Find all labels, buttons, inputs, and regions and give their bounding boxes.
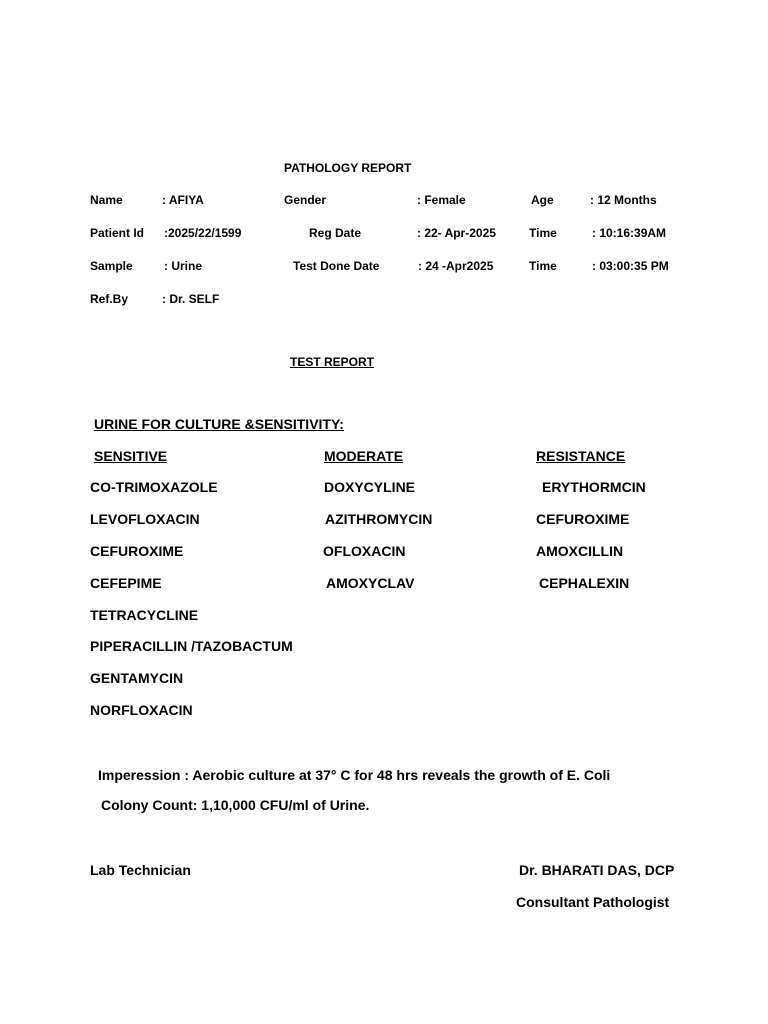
sensitive-item: PIPERACILLIN /TAZOBACTUM	[90, 638, 293, 654]
ref-by-label: Ref.By	[90, 292, 129, 306]
ref-by-value: : Dr. SELF	[162, 292, 220, 306]
reg-time-label: Time	[529, 226, 557, 240]
resistance-header: RESISTANCE	[536, 448, 626, 464]
reg-date-value: : 22- Apr-2025	[417, 226, 496, 240]
culture-heading: URINE FOR CULTURE &SENSITIVITY:	[94, 416, 344, 432]
impression-text: Imperession : Aerobic culture at 37° C for 48 hrs reveals the growth of E. Coli	[98, 767, 611, 783]
sensitive-item: GENTAMYCIN	[90, 670, 184, 686]
moderate-item: AZITHROMYCIN	[325, 511, 433, 527]
moderate-item: AMOXYCLAV	[326, 575, 415, 591]
reg-date-label: Reg Date	[309, 226, 362, 240]
resistance-item: ERYTHORMCIN	[542, 479, 646, 495]
name-label: Name	[90, 193, 123, 207]
colony-count: Colony Count: 1,10,000 CFU/ml of Urine.	[101, 797, 370, 813]
sensitive-item: CEFUROXIME	[90, 543, 184, 559]
resistance-item: AMOXCILLIN	[536, 543, 624, 559]
sample-label: Sample	[90, 259, 133, 273]
patient-id-value: :2025/22/1599	[164, 226, 242, 240]
sensitive-item: TETRACYCLINE	[90, 607, 199, 623]
doctor-name: Dr. BHARATI DAS, DCP	[519, 862, 675, 878]
reg-time-value: : 10:16:39AM	[592, 226, 667, 240]
lab-technician-signature: Lab Technician	[90, 862, 191, 878]
moderate-item: DOXYCYLINE	[324, 479, 416, 495]
resistance-item: CEFUROXIME	[536, 511, 630, 527]
gender-label: Gender	[284, 193, 327, 207]
resistance-item: CEPHALEXIN	[539, 575, 630, 591]
name-value: : AFIYA	[162, 193, 204, 207]
test-done-label: Test Done Date	[293, 259, 380, 273]
sensitive-item: NORFLOXACIN	[90, 702, 193, 718]
age-value: : 12 Months	[590, 193, 657, 207]
test-report-heading: TEST REPORT	[290, 355, 375, 369]
sensitive-item: CO-TRIMOXAZOLE	[90, 479, 218, 495]
test-time-value: : 03:00:35 PM	[592, 259, 669, 273]
gender-value: : Female	[417, 193, 466, 207]
moderate-header: MODERATE	[324, 448, 404, 464]
doctor-title: Consultant Pathologist	[516, 894, 670, 910]
sensitive-header: SENSITIVE	[94, 448, 168, 464]
report-title: PATHOLOGY REPORT	[284, 161, 412, 175]
age-label: Age	[531, 193, 554, 207]
moderate-item: OFLOXACIN	[323, 543, 406, 559]
test-done-value: : 24 -Apr2025	[418, 259, 494, 273]
test-time-label: Time	[529, 259, 557, 273]
patient-id-label: Patient Id	[90, 226, 145, 240]
sensitive-item: LEVOFLOXACIN	[90, 511, 200, 527]
sample-value: : Urine	[164, 259, 203, 273]
sensitive-item: CEFEPIME	[90, 575, 162, 591]
